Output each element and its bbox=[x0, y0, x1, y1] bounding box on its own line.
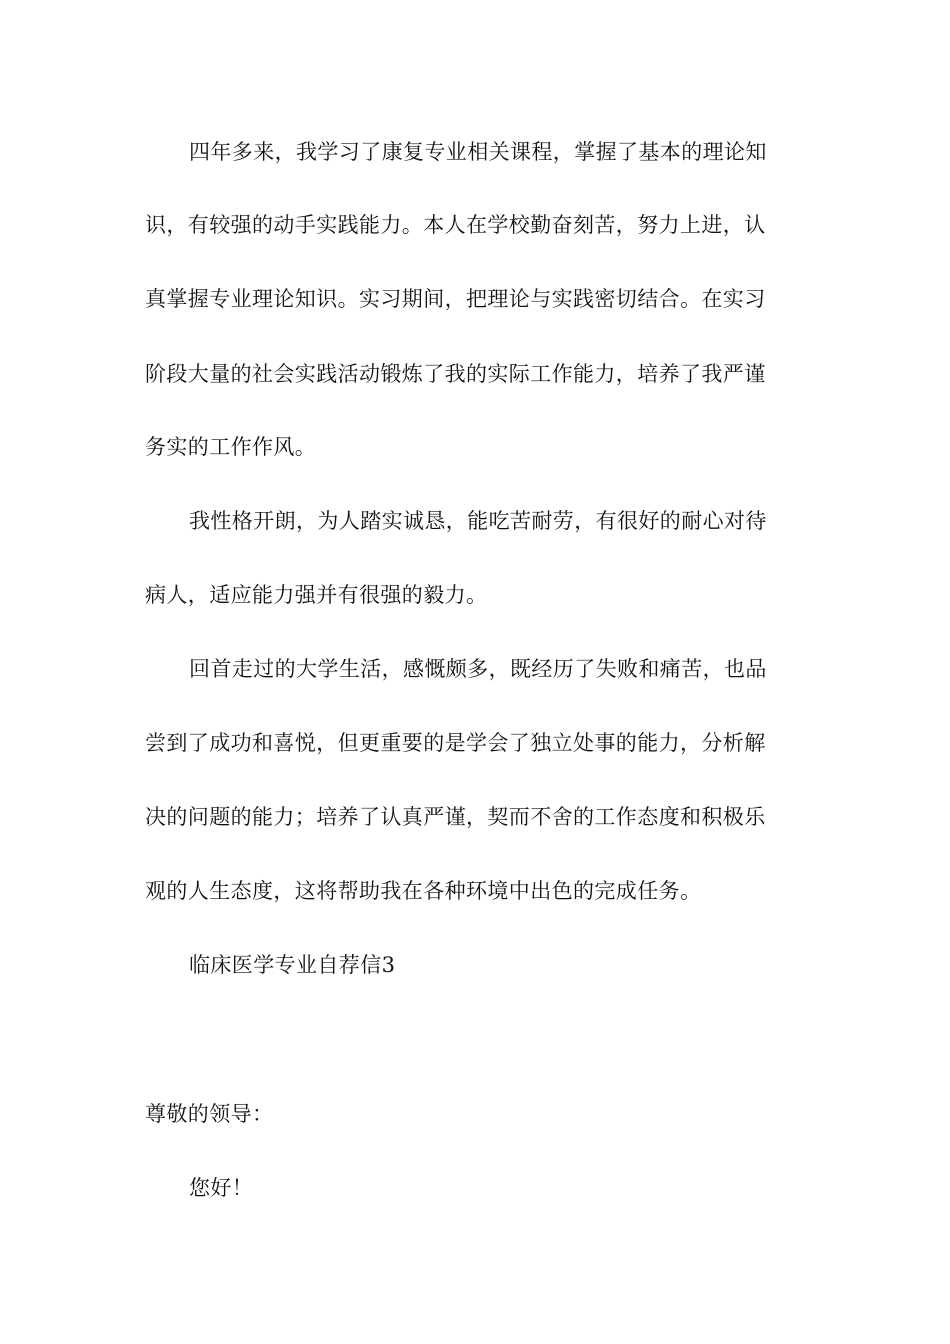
paragraph-1-line-1: 四年多来，我学习了康复专业相关课程，掌握了基本的理论知 bbox=[189, 140, 767, 164]
salutation: 尊敬的领导： bbox=[145, 1102, 274, 1126]
paragraph-3-line-1: 回首走过的大学生活，感慨颇多，既经历了失败和痛苦，也品 bbox=[189, 657, 767, 681]
paragraph-2-line-1: 我性格开朗，为人踏实诚恳，能吃苦耐劳，有很好的耐心对待 bbox=[189, 509, 767, 533]
paragraph-1-line-3: 真掌握专业理论知识。实习期间，把理论与实践密切结合。在实习 bbox=[145, 287, 766, 311]
paragraph-3-line-4: 观的人生态度，这将帮助我在各种环境中出色的完成任务。 bbox=[145, 879, 702, 903]
paragraph-1-line-2: 识，有较强的动手实践能力。本人在学校勤奋刻苦，努力上进，认 bbox=[145, 213, 766, 237]
paragraph-1-line-4: 阶段大量的社会实践活动锻炼了我的实际工作能力，培养了我严谨 bbox=[145, 362, 766, 386]
greeting: 您好！ bbox=[189, 1176, 254, 1200]
paragraph-2-line-2: 病人，适应能力强并有很强的毅力。 bbox=[145, 583, 488, 607]
section-title: 临床医学专业自荐信3 bbox=[189, 953, 396, 977]
paragraph-1-line-5: 务实的工作作风。 bbox=[145, 435, 317, 459]
paragraph-3-line-2: 尝到了成功和喜悦，但更重要的是学会了独立处事的能力，分析解 bbox=[145, 731, 766, 755]
paragraph-3-line-3: 决的问题的能力；培养了认真严谨，契而不舍的工作态度和积极乐 bbox=[145, 805, 766, 829]
